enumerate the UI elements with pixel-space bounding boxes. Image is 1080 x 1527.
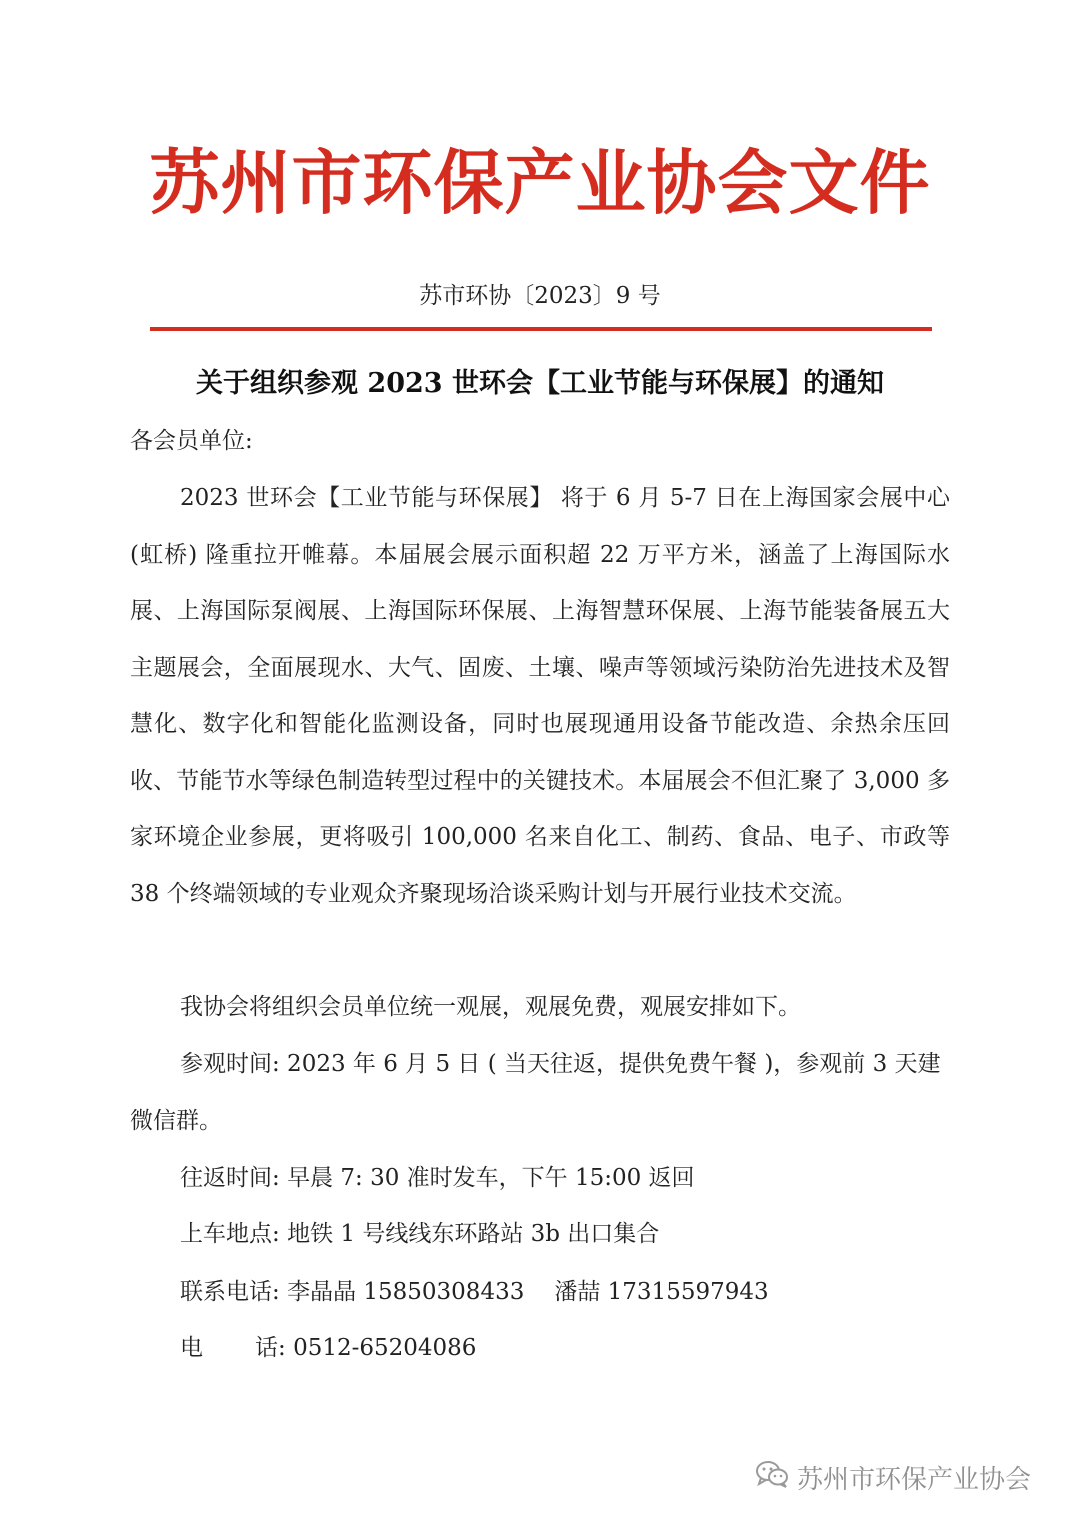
watermark-text: 苏州市环保产业协会 [797,1464,1032,1495]
schedule-line [180,1150,695,1206]
phone-value: 0512-65204086 [293,1335,477,1361]
phone-label-part-1: 电 [180,1335,203,1361]
schedule-label: 往返时间: [180,1165,280,1191]
document-number: 苏市环协〔2023〕9 号 [419,283,661,309]
contact-2-name: 潘喆 [554,1279,601,1305]
contact-line [180,1264,769,1320]
notice-paragraph-arrangement: 我协会将组织会员单位统一观展，观展免费，观展安排如下。 [180,994,801,1020]
phone-label-part-2: 话: [255,1335,286,1361]
salutation: 各会员单位: [130,428,253,454]
phone-line [180,1320,476,1376]
contact-2-phone: 17315597943 [607,1279,769,1305]
notice-paragraph-visit-time: 参观时间: 2023 年 6 月 5 日 ( 当天往返，提供免费午餐 )，参观前 3 天建微信群。 [130,1051,941,1134]
pickup-value: 地铁 1 号线线东环路站 3b 出口集合 [287,1221,660,1247]
notice-paragraph-intro: 2023 世环会【工业节能与环保展】 将于 6 月 5-7 日在上海国家会展中心(虹桥) 隆重拉开帷幕。本届展会展示面积超 22 万平方米，涵盖了上海国际水展、上海国际泵阀展、上海国际环保展、上海智慧环保展、上海节能装备展五大主题展会，全面展现水、大气、固废、土壤、噪声等领域污染防治先进技术及智慧化、数字化和智能化监测设备，同时也展现通用设备节能改造、余热余压回收、节能节水等绿色制造转型过程中的关键技术。本届展会不但汇聚了 3,000 多家环境企业参展，更将吸引 100,000 名来自化工、制药、食品、电子、市政等 38 个终端领域的专业观众齐聚现场洽谈采购计划与开展行业技术交流。 [130,485,950,907]
contact-1-phone: 15850308433 [363,1279,525,1305]
pickup-line [180,1206,659,1262]
wechat-icon [755,1459,797,1496]
org-header-title: 苏州市环保产业协会文件 [149,141,931,224]
pickup-label: 上车地点: [180,1221,280,1247]
red-divider-line [150,327,932,331]
contact-1-name: 李晶晶 [287,1279,357,1305]
wechat-watermark [755,1452,1031,1502]
contact-label: 联系电话: [180,1279,280,1305]
schedule-value: 早晨 7: 30 准时发车，下午 15:00 返回 [287,1165,695,1191]
notice-title: 关于组织参观 2023 世环会【工业节能与环保展】的通知 [196,368,884,399]
